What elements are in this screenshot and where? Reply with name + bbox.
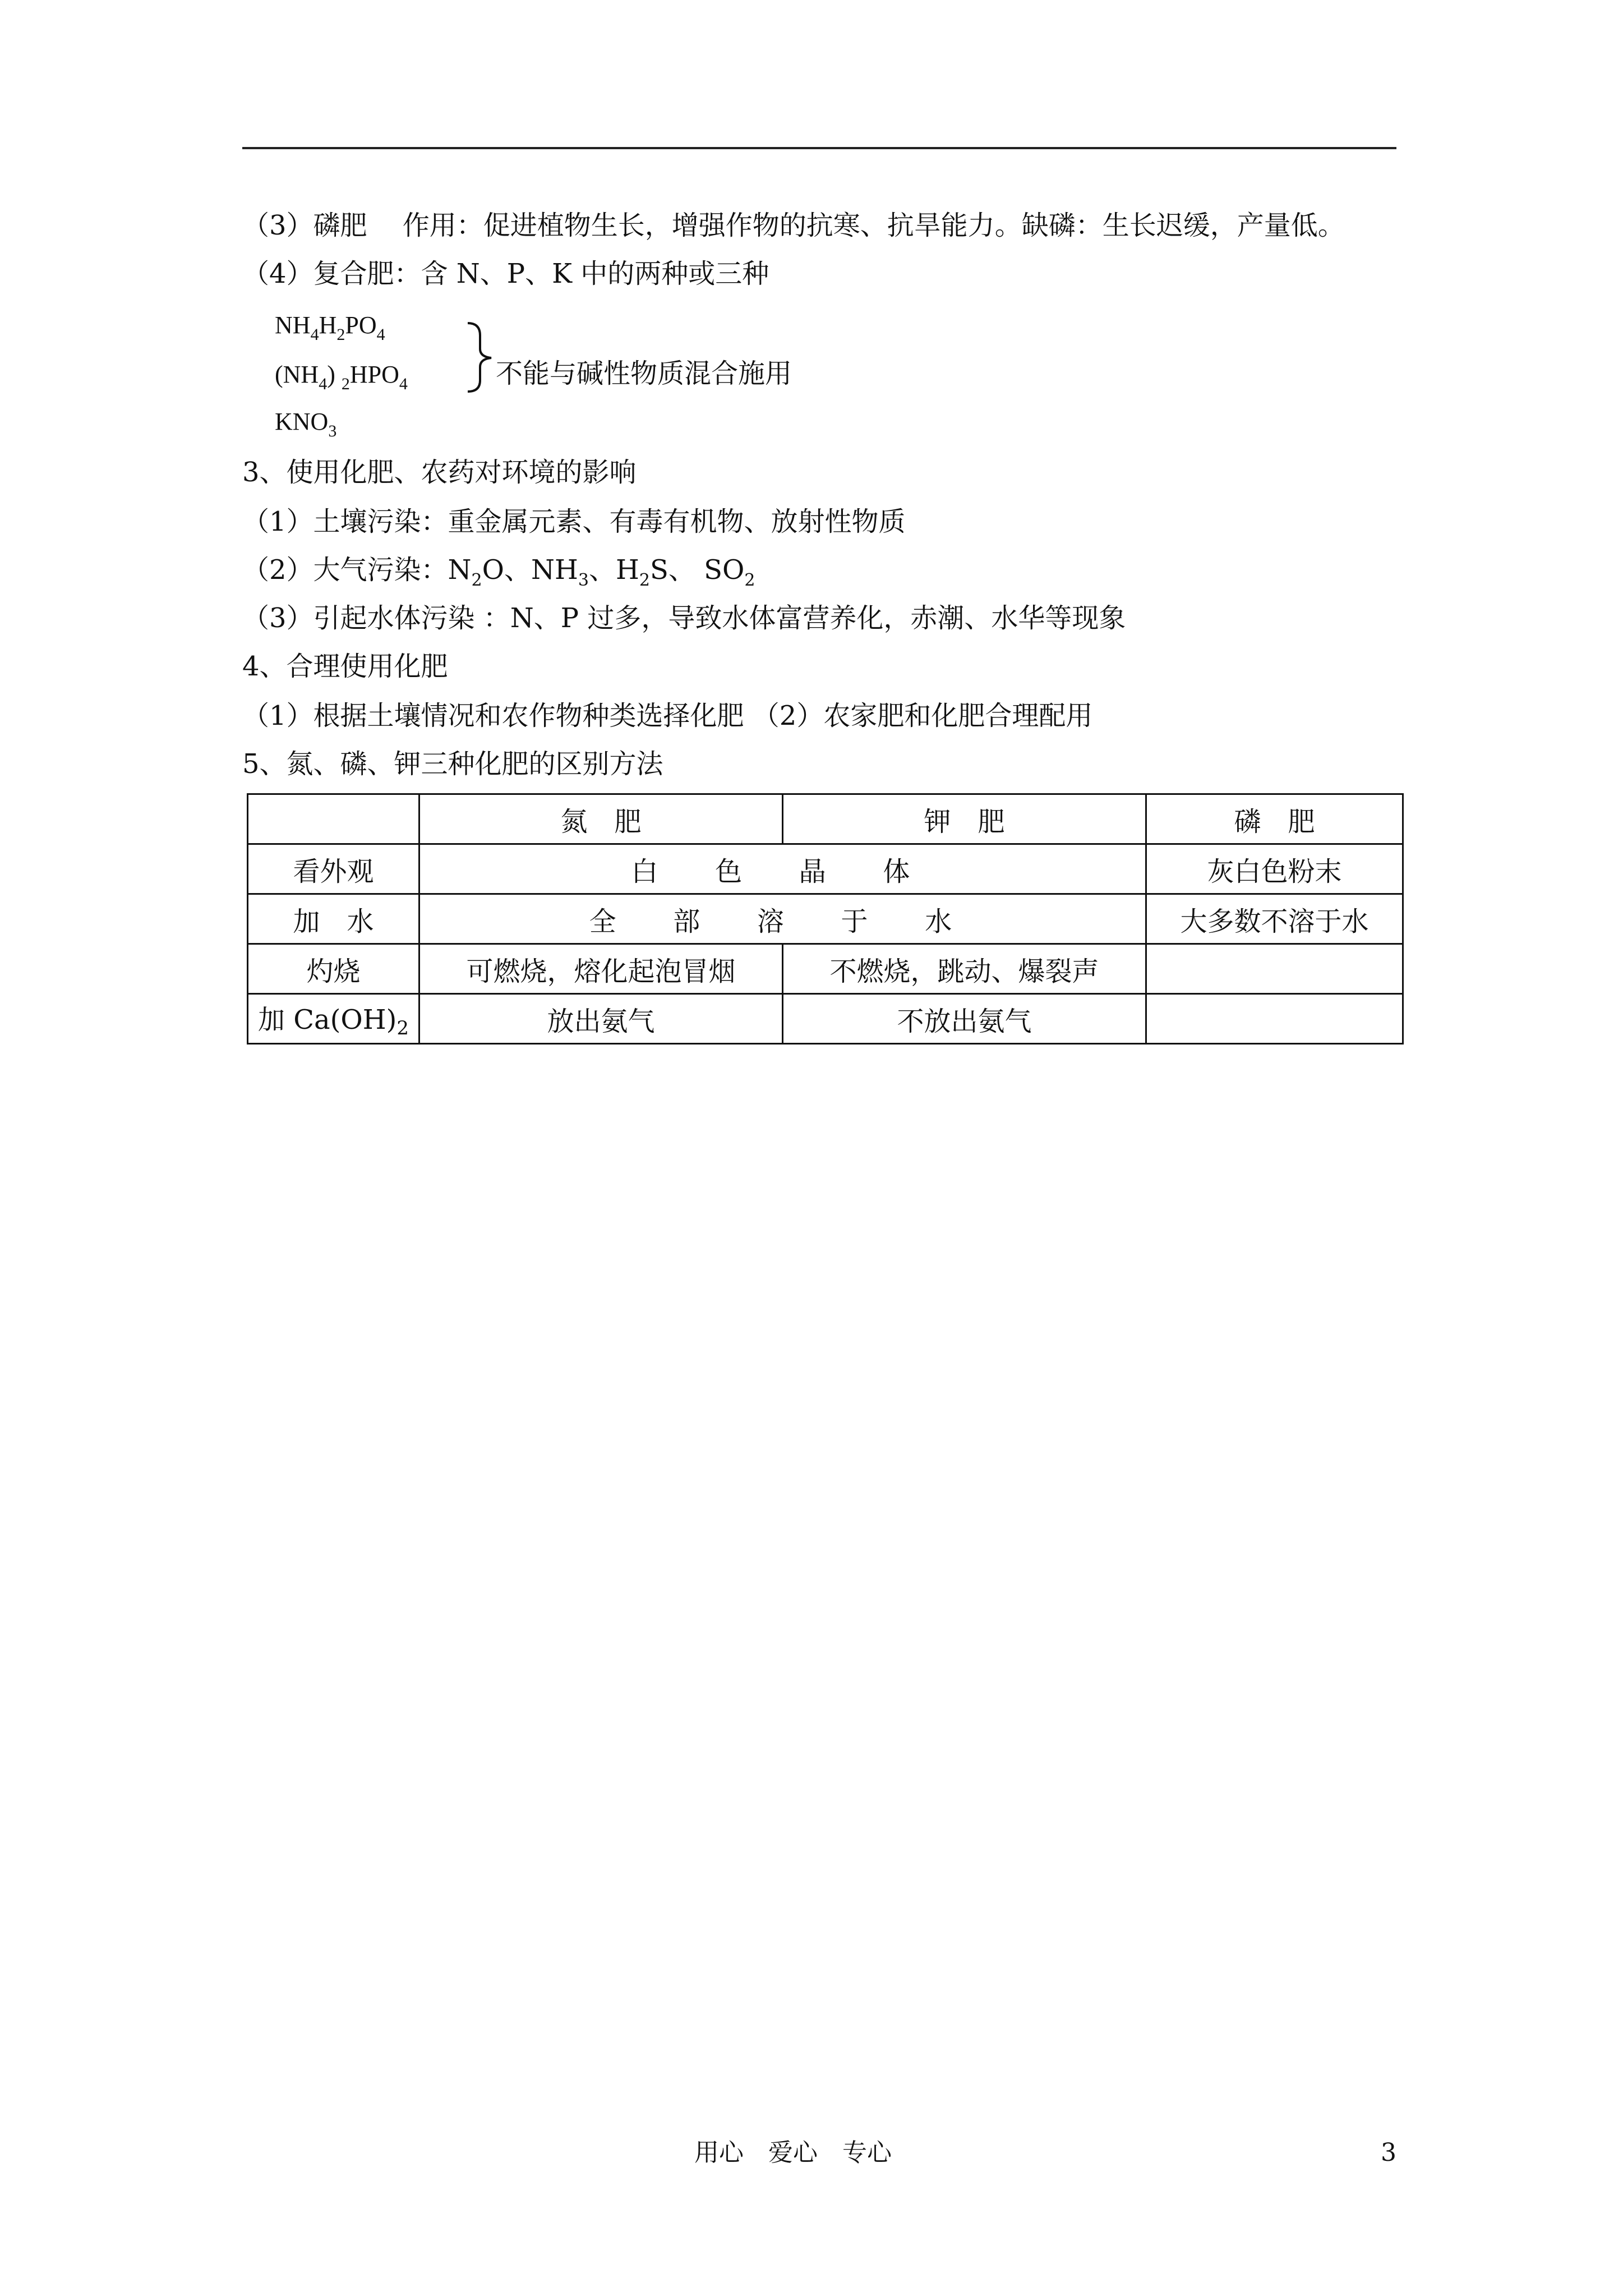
table-cell <box>1146 994 1403 1044</box>
table-row <box>248 944 1403 994</box>
page-number: 3 <box>1381 2138 1396 2167</box>
air-pollution-line: （2）大气污染：$N_2O$、$NH_3$、$H_2S$、 $SO_2$ <box>242 554 755 590</box>
table-cell: 不燃烧，跳动、爆裂声 <box>783 944 1146 994</box>
formula-nh4h2po4: $NH_4H_2PO_4$ <box>275 311 385 344</box>
table-cell: 白 色 晶 体 <box>419 844 1146 894</box>
rational-use-line: （1）根据土壤情况和农作物种类选择化肥 （2）农家肥和化肥合理配用 <box>242 700 1093 731</box>
table-cell: 可燃烧，熔化起泡冒烟 <box>419 944 783 994</box>
table-cell: 大多数不溶于水 <box>1146 894 1403 944</box>
compound-fertilizer-line: （4）复合肥：含 N、P、K 中的两种或三种 <box>242 258 769 289</box>
table-cell: 放出氨气 <box>419 994 783 1044</box>
table-row <box>248 994 1403 1044</box>
section-3-heading: 3、使用化肥、农药对环境的影响 <box>242 457 637 488</box>
section-4-heading: 4、合理使用化肥 <box>242 651 448 682</box>
table-cell: 灰白色粉末 <box>1146 844 1403 894</box>
table-row-label: 加 $Ca(OH)_2$ <box>248 994 419 1044</box>
table-row <box>248 844 1403 894</box>
formula-kno3: $KNO_3$ <box>275 408 337 440</box>
table-row <box>248 894 1403 944</box>
water-pollution-line: （3）引起水体污染 ：N、P 过多，导致水体富营养化，赤潮、水华等现象 <box>242 602 1126 634</box>
fertilizer-comparison-table <box>247 793 1404 1045</box>
table-header-row <box>248 794 1403 844</box>
table-header-cell: 磷 肥 <box>1146 794 1403 844</box>
table-row-label: 加 水 <box>248 894 419 944</box>
table-row-label: 灼烧 <box>248 944 419 994</box>
alkaline-warning: 不能与碱性物质混合施用 <box>496 358 792 389</box>
table-header-cell <box>248 794 419 844</box>
footer-slogan: 用心 爱心 专心 <box>694 2138 892 2167</box>
section-5-heading: 5、氮、磷、钾三种化肥的区别方法 <box>242 748 663 780</box>
table-cell: 不放出氨气 <box>783 994 1146 1044</box>
table-row-label: 看外观 <box>248 844 419 894</box>
table-cell: 全 部 溶 于 水 <box>419 894 1146 944</box>
table-header-cell: 钾 肥 <box>783 794 1146 844</box>
phosphate-fertilizer-line: （3）磷肥 作用：促进植物生长，增强作物的抗寒、抗旱能力。缺磷：生长迟缓，产量低。 <box>242 210 1345 241</box>
formula-nh4-2hpo4: $(NH_4)$ $_2HPO_4$ <box>275 361 408 393</box>
header-rule <box>242 147 1396 149</box>
table-cell <box>1146 944 1403 994</box>
right-brace-icon <box>463 321 497 394</box>
soil-pollution-line: （1）土壤污染：重金属元素、有毒有机物、放射性物质 <box>242 506 906 537</box>
table-header-cell: 氮 肥 <box>419 794 783 844</box>
